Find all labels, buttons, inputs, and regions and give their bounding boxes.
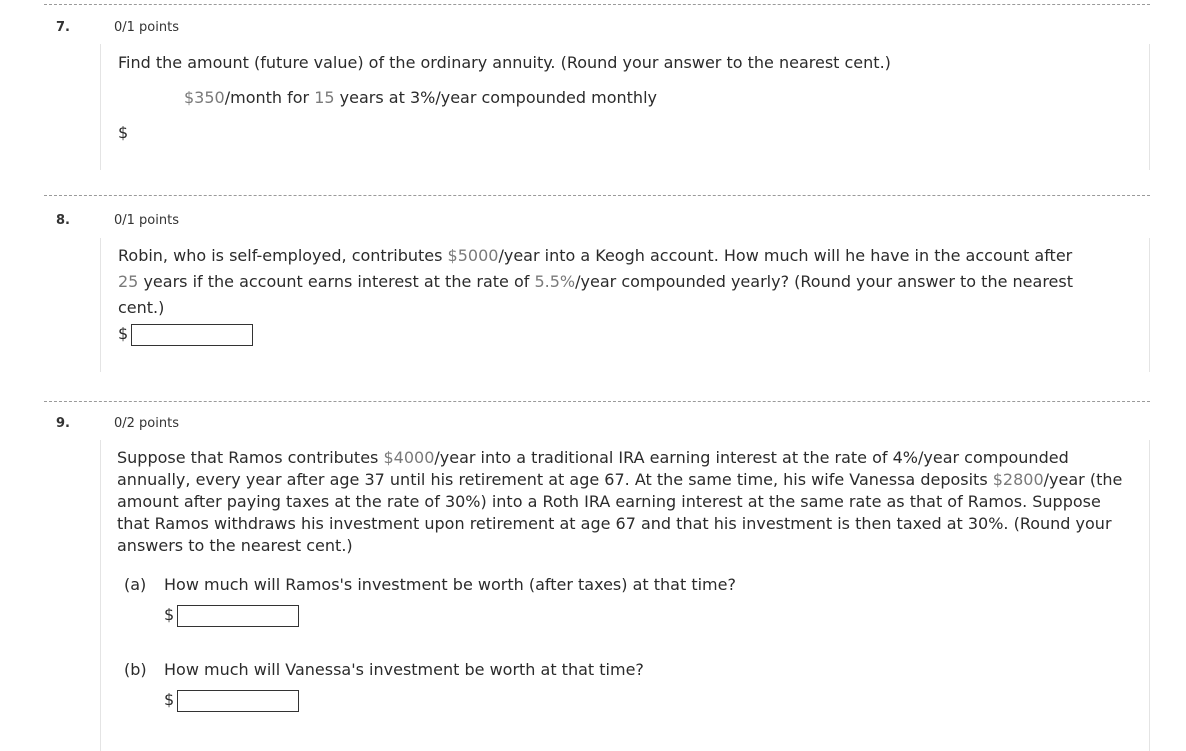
question-8-text-b: /year into a Keogh account. How much will he have in the account after [498, 246, 1073, 265]
question-8-currency: $ [118, 324, 129, 343]
separator-7-8 [44, 195, 1150, 196]
question-7-points: 0/1 points [114, 20, 179, 35]
question-9-vanessa-amount: $2800 [992, 470, 1044, 489]
question-9-part-b-label: (b) [124, 660, 147, 679]
question-8-years: 25 [118, 272, 139, 291]
question-8-line-3: cent.) [118, 298, 165, 317]
question-8-answer-row [118, 323, 253, 346]
question-8-amount: $5000 [447, 246, 499, 265]
question-9-part-b-question: How much will Vanessa's investment be worth at that time? [164, 660, 644, 679]
question-9-text-c: annually, every year after age 37 until his retirement at age 67. At the same time, his wife Vanessa deposits [117, 470, 993, 489]
question-9-text-d: /year (the [1043, 470, 1123, 489]
question-7-rest: years at 3%/year compounded monthly [334, 88, 657, 107]
question-9-line-4: that Ramos withdraws his investment upon retirement at age 67 and that his investment is then taxed at 30%. (Round your [117, 514, 1112, 533]
separator-top [44, 4, 1150, 5]
question-9-ramos-amount: $4000 [383, 448, 435, 467]
question-7-years: 15 [314, 88, 335, 107]
question-9-number: 9. [56, 416, 70, 431]
question-8-rate: 5.5% [534, 272, 576, 291]
question-9-line-3: amount after paying taxes at the rate of 30%) into a Roth IRA earning interest at the same rate as that of Ramos. Suppose [117, 492, 1101, 511]
question-8-text-c: years if the account earns interest at the rate of [138, 272, 535, 291]
question-8-points: 0/1 points [114, 213, 179, 228]
question-9-part-b-answer-input[interactable] [177, 690, 299, 712]
question-9-part-a-question: How much will Ramos's investment be worth (after taxes) at that time? [164, 575, 736, 594]
question-7-amount: $350 [184, 88, 225, 107]
question-9-part-a-label: (a) [124, 575, 147, 594]
question-9-part-a-currency: $ [164, 605, 175, 624]
question-9-points: 0/2 points [114, 416, 179, 431]
question-7-answer-currency: $ [118, 123, 129, 142]
question-7-number: 7. [56, 20, 70, 35]
question-8-line-1 [118, 245, 1072, 267]
question-8-line-2 [118, 271, 1073, 293]
question-8-number: 8. [56, 213, 70, 228]
question-9-line-5: answers to the nearest cent.) [117, 536, 353, 555]
question-7-per-month: /month for [224, 88, 315, 107]
question-8-answer-input[interactable] [131, 324, 253, 346]
question-9-line-1 [117, 447, 1069, 469]
question-7-prompt: Find the amount (future value) of the ordinary annuity. (Round your answer to the nearest cent.) [118, 53, 891, 72]
question-9-part-b-answer-row [164, 689, 299, 712]
question-9-part-b-currency: $ [164, 690, 175, 709]
question-9-text-b: /year into a traditional IRA earning interest at the rate of 4%/year compounded [434, 448, 1069, 467]
question-8-text-a: Robin, who is self-employed, contributes [118, 246, 448, 265]
question-9-part-a-answer-input[interactable] [177, 605, 299, 627]
question-9-part-a-answer-row [164, 604, 299, 627]
question-7-detail [184, 87, 657, 109]
question-8-text-d: /year compounded yearly? (Round your answer to the nearest [575, 272, 1073, 291]
question-9-text-a: Suppose that Ramos contributes [117, 448, 384, 467]
separator-8-9 [44, 401, 1150, 402]
question-9-line-2 [117, 469, 1122, 491]
